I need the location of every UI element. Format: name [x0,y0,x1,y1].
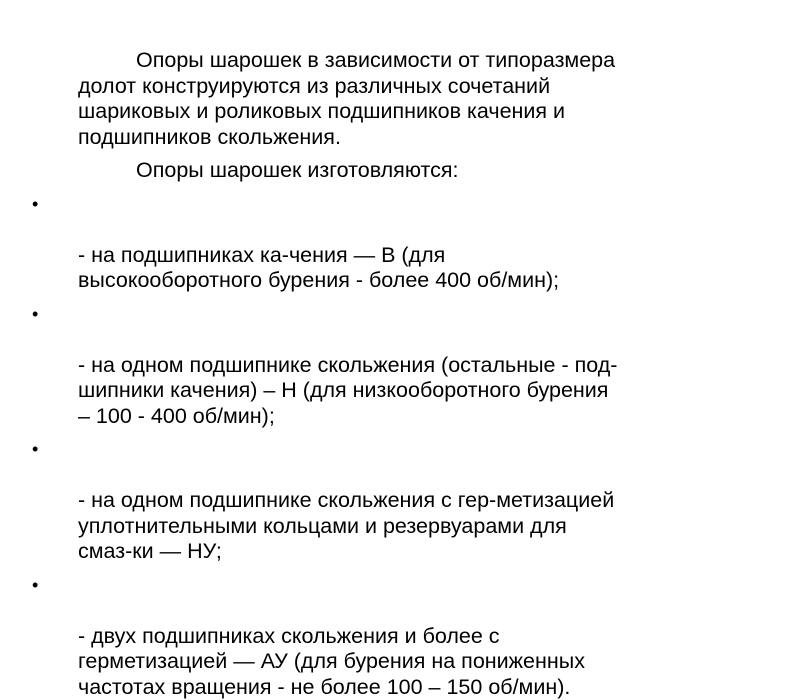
list-item-text: - на одном подшипнике скольжения с гер-метизацией уплотнительными кольцами и резервуарами для смаз-ки — НУ; [78,488,614,563]
list-item-text: - на подшипниках ка-чения — В (для высокооборотного бурения - более 400 об/мин); [78,243,559,293]
bullet-icon: • [32,302,38,328]
bullet-icon: • [32,573,38,599]
supports-heading-paragraph: Опоры шарошек изготовляются: [78,158,748,184]
list-item [78,302,748,430]
list-item [78,437,748,565]
bullet-icon: • [32,192,38,218]
list-item-text: - на одном подшипнике скольжения (остальные - под- шипники качения) – Н (для низкооборотного бурения – 100 - 400 об/мин); [78,353,617,428]
list-item [78,573,748,700]
intro-paragraph: Опоры шарошек в зависимости от типоразмера долот конструируются из различных сочетаний шариковых и роликовых подшипников качения и подшипников скольжения. [78,48,748,150]
bullet-list [78,192,748,700]
list-item-text: - двух подшипниках скольжения и более с герметизацией — АУ (для бурения на пониженных частотах вращения - не более 100 – 150 об/мин). [78,624,585,699]
list-item [78,192,748,294]
bullet-icon: • [32,437,38,463]
